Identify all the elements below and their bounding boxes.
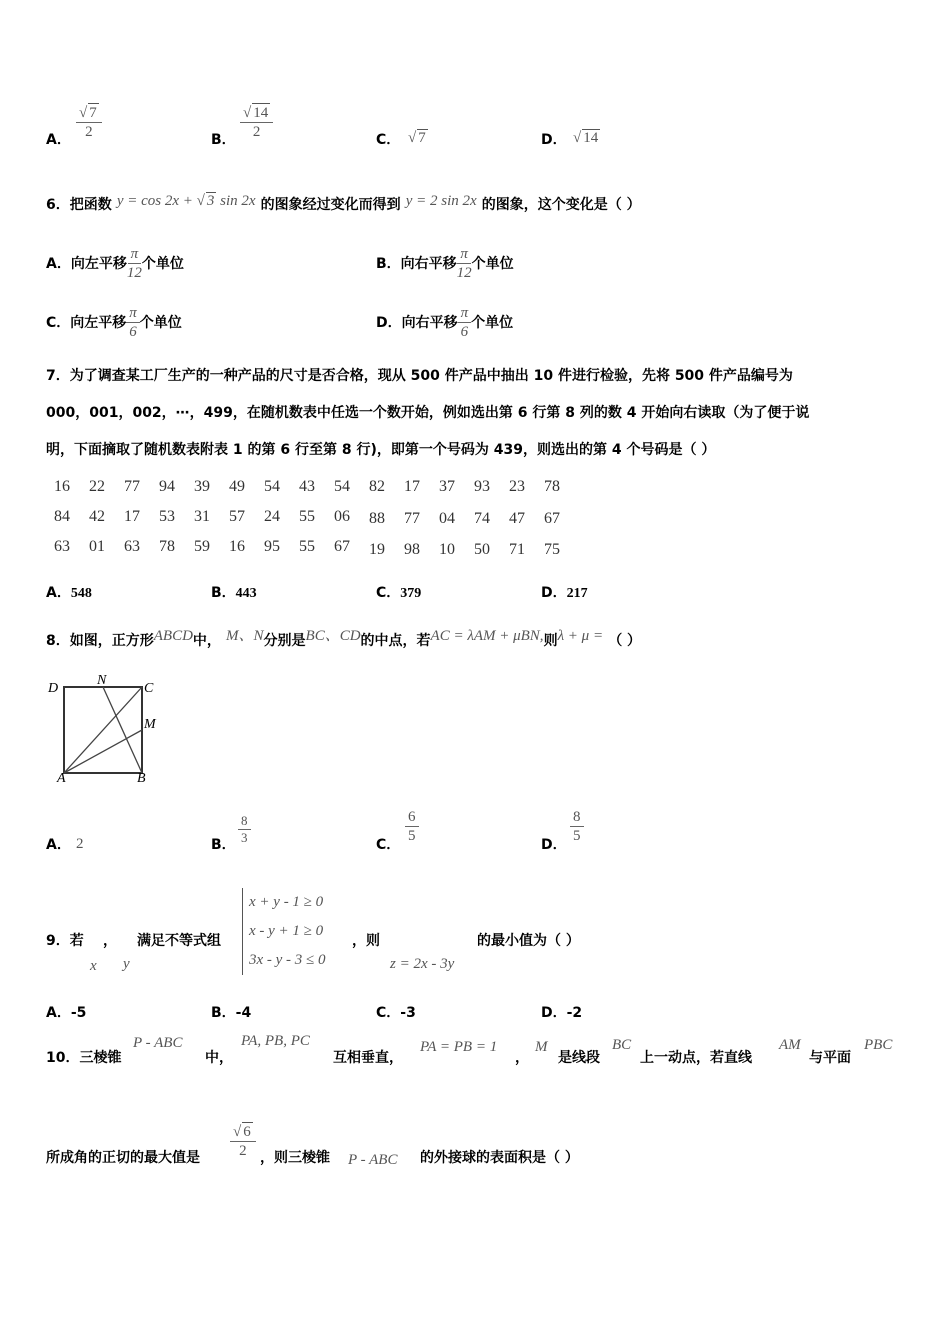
q9-mid: 满足不等式组 <box>137 933 221 949</box>
table-cell: 06 <box>334 508 350 525</box>
q9-option-a: A．-5 <box>46 1005 87 1021</box>
label-b: B <box>137 771 146 785</box>
label-c: C <box>144 681 154 696</box>
q7-option-a: A．548 <box>46 585 92 601</box>
q10-perp: 互相垂直， <box>333 1050 403 1066</box>
q10-edges: PA, PB, PC <box>241 1033 310 1049</box>
q6-option-a: A．向左平移 $\frac{\pi}{12}$ 个单位 <box>46 246 184 281</box>
q10-pabc2: P - ABC <box>348 1152 398 1168</box>
label-m: M <box>144 717 156 732</box>
square-figure <box>44 670 169 785</box>
table-cell: 74 <box>474 509 490 527</box>
table-cell: 54 <box>264 478 280 495</box>
table-cell: 39 <box>194 478 210 495</box>
q9-prefix: 9．若 <box>46 933 84 949</box>
q9-inequality-system: x + y - 1 ≥ 0 x - y + 1 ≥ 0 3x - y - 3 ≤ 0 <box>242 888 326 975</box>
label-n: N <box>97 673 107 688</box>
segment-bn <box>103 687 142 773</box>
table-cell: 16 <box>54 478 70 495</box>
q10-line2-mid: ，则三棱锥 <box>260 1150 330 1166</box>
table-cell: 59 <box>194 538 210 555</box>
q7-option-d: D．217 <box>541 585 588 601</box>
q8-option-d-value: $\frac{8}{5}$ <box>570 808 584 845</box>
table-row <box>54 532 579 562</box>
q5-option-c-value: √ 7 <box>408 130 426 146</box>
table-cell: 37 <box>439 478 455 495</box>
table-cell: 22 <box>89 478 105 495</box>
q7-stem-line2: 000，001，002，⋯，499，在随机数表中任选一个数开始，例如选出第 6 行第 8 列的数 4 开始向右读取（为了便于说 <box>46 405 810 421</box>
q5-option-a-letter: A． <box>46 132 71 148</box>
q8-option-c-value: $\frac{6}{5}$ <box>405 808 419 845</box>
q10-m: M <box>535 1039 548 1055</box>
table-cell: 78 <box>544 478 560 495</box>
q10-in: 中， <box>205 1050 233 1066</box>
q9-var-y: y <box>123 956 130 972</box>
table-cell: 04 <box>439 509 455 527</box>
table-cell: 19 <box>369 541 385 558</box>
q6-option-d: D．向右平移 $\frac{\pi}{6}$ 个单位 <box>376 305 514 340</box>
table-row <box>54 472 579 502</box>
q5-option-a-value: $\frac{√ 7}{2}$ <box>76 103 102 141</box>
q6-option-c: C．向左平移 $\frac{\pi}{6}$ 个单位 <box>46 305 182 340</box>
table-cell: 67 <box>334 538 350 555</box>
table-cell: 47 <box>509 509 525 527</box>
table-cell: 57 <box>229 508 245 525</box>
table-cell: 88 <box>369 509 385 527</box>
table-cell: 84 <box>54 508 70 525</box>
table-cell: 98 <box>404 541 420 558</box>
table-cell: 10 <box>439 541 455 558</box>
q5-option-d-value: √ 14 <box>573 130 599 146</box>
table-cell: 77 <box>404 509 420 527</box>
q9-sep: ， <box>103 933 117 949</box>
table-cell: 95 <box>264 538 280 555</box>
q6-option-b: B．向右平移 $\frac{\pi}{12}$ 个单位 <box>376 246 514 281</box>
table-cell: 54 <box>334 478 350 495</box>
table-cell: 42 <box>89 508 105 525</box>
q10-moving: 上一动点，若直线 <box>640 1050 752 1066</box>
table-cell: 63 <box>54 538 70 555</box>
table-cell: 82 <box>369 478 385 495</box>
table-cell: 53 <box>159 508 175 525</box>
table-cell: 71 <box>509 541 525 558</box>
q8-option-b-letter: B． <box>211 837 236 853</box>
segment-ac <box>64 687 142 773</box>
q5-option-b-letter: B． <box>211 132 236 148</box>
table-cell: 01 <box>89 538 105 555</box>
q9-objective: z = 2x - 3y <box>390 956 455 972</box>
table-row <box>54 502 579 532</box>
q8-option-a-value: 2 <box>76 836 84 852</box>
table-cell: 24 <box>264 508 280 525</box>
q7-stem-line3: 明，下面摘取了随机数表附表 1 的第 6 行至第 8 行)，即第一个号码为 439，则选出的第 4 个号码是（ ） <box>46 442 716 458</box>
q8-option-b-value: $\frac{8}{3}$ <box>238 813 251 845</box>
q9-suffix: 的最小值为（ ） <box>477 933 580 949</box>
table-cell: 17 <box>404 478 420 495</box>
q7-option-b: B．443 <box>211 585 257 601</box>
q9-option-d: D．-2 <box>541 1005 583 1021</box>
q8-option-c-letter: C． <box>376 837 401 853</box>
q10-bc: BC <box>612 1037 632 1053</box>
table-cell: 78 <box>159 538 175 555</box>
table-cell: 55 <box>299 538 315 555</box>
q9-var-x: x <box>90 958 97 974</box>
q10-pbc: PBC <box>864 1037 893 1053</box>
q5-option-d-letter: D． <box>541 132 567 148</box>
table-cell: 93 <box>474 478 490 495</box>
q10-pabc: P - ABC <box>133 1035 183 1051</box>
q10-line2-prefix: 所成角的正切的最大值是 <box>46 1150 200 1166</box>
q5-option-b-value: $\frac{√ 14}{2}$ <box>240 103 273 141</box>
table-cell: 94 <box>159 478 175 495</box>
table-cell: 23 <box>509 478 525 495</box>
table-cell: 63 <box>124 538 140 555</box>
q10-plane: 与平面 <box>809 1050 851 1066</box>
table-cell: 55 <box>299 508 315 525</box>
q10-line2-suffix: 的外接球的表面积是（ ） <box>420 1150 579 1166</box>
q9-option-b: B．-4 <box>211 1005 252 1021</box>
q7-stem-line1: 7．为了调查某工厂生产的一种产品的尺寸是否合格，现从 500 件产品中抽出 10 件进行检验，先将 500 件产品编号为 <box>46 368 793 384</box>
q6-stem: 6．把函数 y = cos 2x + √ 3 sin 2x 的图象经过变化而得到 y = 2 sin 2x 的图象，这个变化是（ ） <box>46 193 641 213</box>
q10-comma: ， <box>515 1050 529 1066</box>
q5-option-c-letter: C． <box>376 132 401 148</box>
q10-prefix: 10．三棱锥 <box>46 1050 122 1066</box>
table-cell: 50 <box>474 541 490 558</box>
q9-then: ，则 <box>352 933 380 949</box>
label-a: A <box>57 771 66 785</box>
table-cell: 75 <box>544 541 560 558</box>
q8-option-a-letter: A． <box>46 837 71 853</box>
table-cell: 31 <box>194 508 210 525</box>
q10-seg: 是线段 <box>558 1050 600 1066</box>
table-cell: 77 <box>124 478 140 495</box>
random-number-table <box>54 472 579 562</box>
segment-am <box>64 730 142 773</box>
q7-option-c: C．379 <box>376 585 422 601</box>
table-cell: 16 <box>229 538 245 555</box>
q10-eq: PA = PB = 1 <box>420 1039 498 1055</box>
table-cell: 67 <box>544 509 560 527</box>
q9-option-c: C．-3 <box>376 1005 416 1021</box>
q8-stem: 8．如图，正方形ABCD中， M、N分别是BC、CD的中点，若AC = λAM + μBN,则λ + μ = （ ） <box>46 628 642 649</box>
label-d: D <box>48 681 59 696</box>
table-cell: 43 <box>299 478 315 495</box>
q8-option-d-letter: D． <box>541 837 567 853</box>
table-cell: 17 <box>124 508 140 525</box>
q10-tan-value: $\frac{√ 6}{2}$ <box>230 1122 256 1160</box>
table-cell: 49 <box>229 478 245 495</box>
q10-am: AM <box>779 1037 801 1053</box>
